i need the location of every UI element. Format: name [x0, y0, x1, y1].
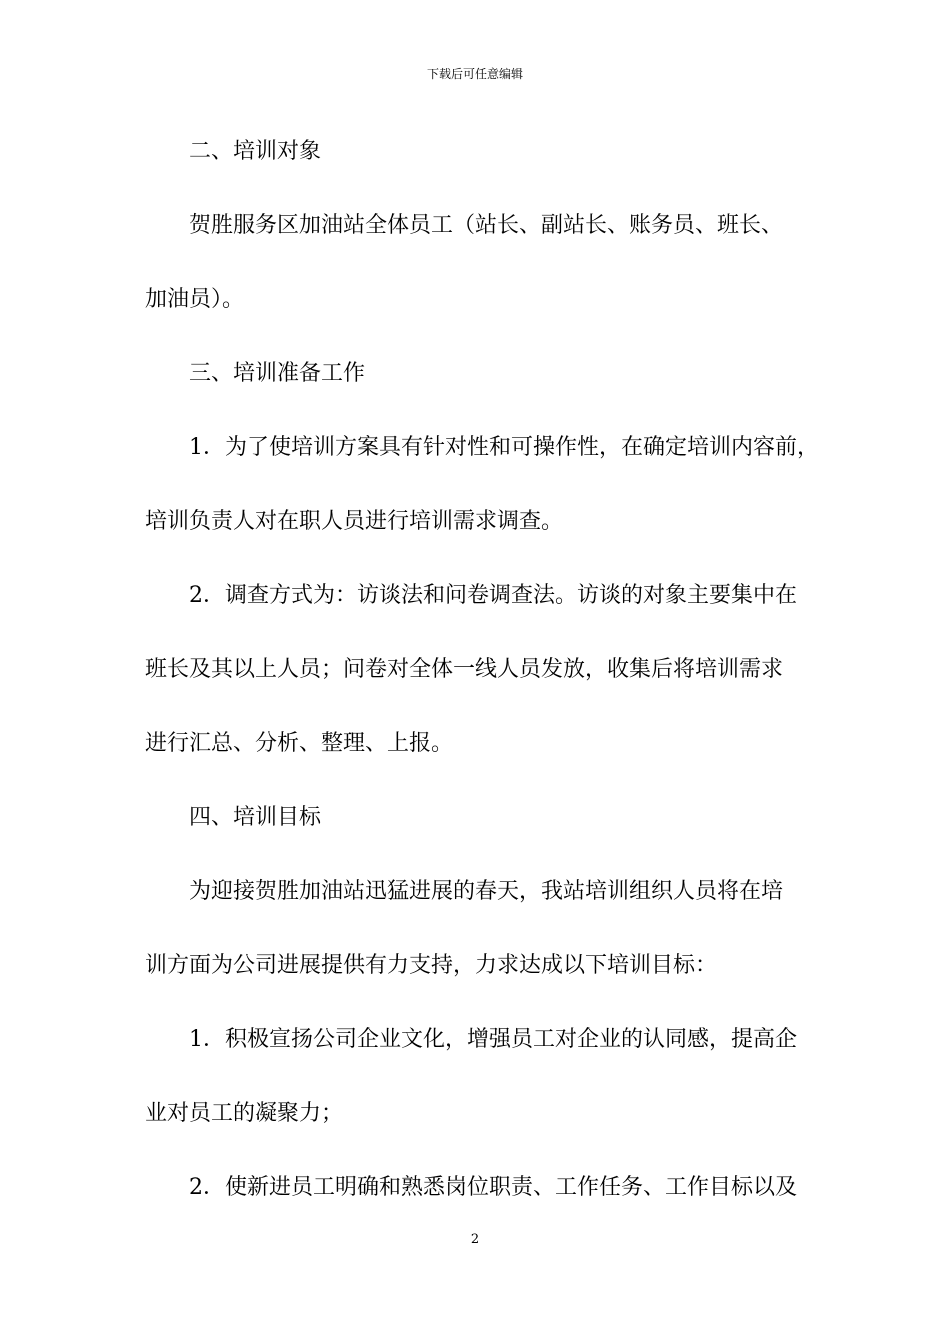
- section-heading-preparation: 三、培训准备工作: [189, 361, 366, 386]
- section-heading-goals: 四、培训目标: [189, 805, 322, 830]
- paragraph-line: 业对员工的凝聚力；: [145, 1101, 344, 1126]
- document-body: [145, 132, 819, 1242]
- paragraph-line: 加油员）。: [145, 287, 245, 312]
- paragraph-line: 进行汇总、分析、整理、上报。: [145, 731, 454, 756]
- paragraph-line: 为迎接贺胜加油站迅猛进展的春天，我站培训组织人员将在培: [189, 879, 784, 904]
- paragraph-line: 培训负责人对在职人员进行培训需求调查。: [145, 509, 564, 534]
- paragraph-line: 班长及其以上人员；问卷对全体一线人员发放，收集后将培训需求: [145, 657, 784, 682]
- paragraph-line: 训方面为公司进展提供有力支持，力求达成以下培训目标：: [145, 953, 718, 978]
- paragraph-line: 贺胜服务区加油站全体员工（站长、副站长、账务员、班长、: [189, 213, 784, 238]
- paragraph-line: 2．调查方式为：访谈法和问卷调查法。访谈的对象主要集中在: [189, 583, 797, 608]
- paragraph-line: 2．使新进员工明确和熟悉岗位职责、工作任务、工作目标以及: [189, 1175, 797, 1200]
- paragraph-line: 1．为了使培训方案具有针对性和可操作性，在确定培训内容前，: [189, 435, 819, 460]
- section-heading-training-target: 二、培训对象: [189, 139, 322, 164]
- page-header: 下载后可任意编辑: [426, 67, 523, 81]
- page-number: 2: [470, 1232, 480, 1247]
- paragraph-line: 1．积极宣扬公司企业文化，增强员工对企业的认同感，提高企: [189, 1027, 797, 1052]
